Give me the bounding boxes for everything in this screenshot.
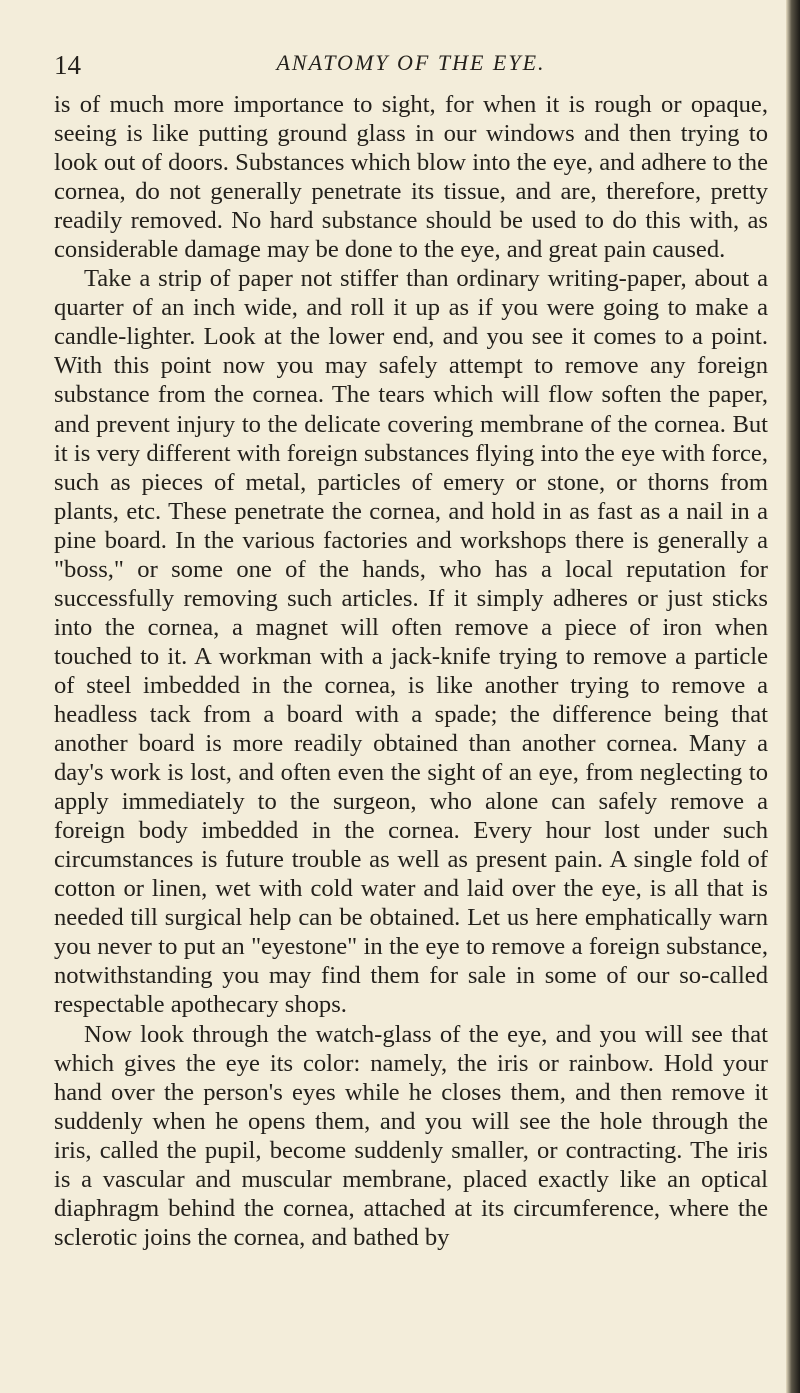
page-number: 14	[54, 50, 81, 80]
page-header	[54, 46, 768, 86]
body-text	[54, 90, 768, 1252]
paragraph-foreign-substances: Take a strip of paper not stiffer than ordinary writing-paper, about a quarter of an inch wide, and roll it up as if you were going to make a candle-lighter. Look at the lower end, and you see it comes to a point. With this point now you may safely attempt to remove any foreign substance from the cornea. The tears which will flow soften the paper, and prevent injury to the delicate covering membrane of the cornea. But it is very different with foreign substances flying into the eye with force, such as pieces of metal, particles of emery or stone, or thorns from plants, etc. These penetrate the cornea, and hold in as fast as a nail in a pine board. In the various factories and workshops there is generally a "boss," or some one of the hands, who has a local reputation for successfully removing such articles. If it simply adheres or just sticks into the cornea, a magnet will often remove a piece of iron when touched to it. A workman with a jack-knife trying to remove a particle of steel imbedded in the cornea, is like another trying to remove a headless tack from a board with a spade; the difference being that another board is more readily obtained than another cornea. Many a day's work is lost, and often even the sight of an eye, from neglecting to apply immediately to the surgeon, who alone can safely remove a foreign body imbedded in the cornea. Every hour lost under such circumstances is future trouble as well as present pain. A single fold of cotton or linen, wet with cold water and laid over the eye, is all that is needed till surgical help can be obtained. Let us here emphatically warn you never to put an "eyestone" in the eye to remove a foreign substance, notwithstanding you may find them for sale in some of our so-called respectable apothecary shops.	[54, 265, 768, 1019]
page-edge-shadow	[786, 0, 800, 1393]
paragraph-continued: is of much more importance to sight, for when it is rough or opaque, seeing is like putting ground glass in our windows and then trying to look out of doors. Substances which blow into the eye, and adhere to the cornea, do not generally penetrate its tissue, and are, therefore, pretty readily removed. No hard substance should be used to do this with, as considerable damage may be done to the eye, and great pain caused.	[54, 91, 768, 264]
paragraph-iris: Now look through the watch-glass of the eye, and you will see that which gives the eye its color: namely, the iris or rainbow. Hold your hand over the person's eyes while he closes them, and then remove it suddenly when he opens them, and you will see the hole through the iris, called the pupil, become suddenly smaller, or contracting. The iris is a vascular and muscular membrane, placed exactly like an optical diaphragm behind the cornea, attached at its circumference, where the sclerotic joins the cornea, and bathed by	[54, 1020, 768, 1251]
running-head: ANATOMY OF THE EYE.	[276, 50, 546, 75]
